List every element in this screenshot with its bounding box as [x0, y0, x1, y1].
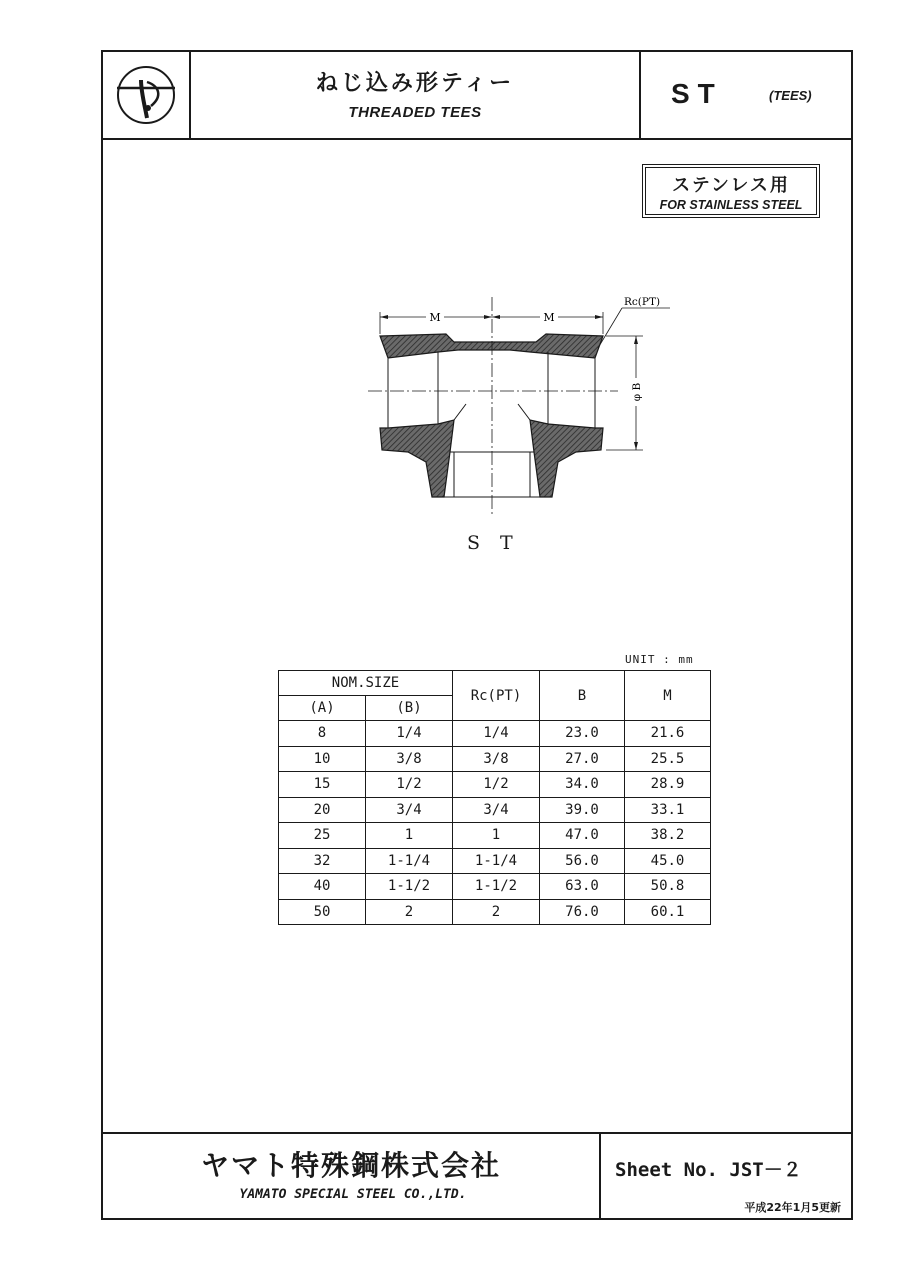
cell-bb: 56.0 [540, 848, 625, 874]
col-rc: Rc(PT) [453, 671, 540, 721]
cell-rc: 1-1/2 [453, 874, 540, 900]
stainless-badge [642, 164, 820, 218]
cell-m: 50.8 [625, 874, 711, 900]
company-name-japanese: ヤマト特殊鋼株式会社 [200, 1149, 501, 1182]
cell-b: 1-1/4 [366, 848, 453, 874]
cell-a: 50 [279, 899, 366, 925]
cell-m: 45.0 [625, 848, 711, 874]
table-row [279, 746, 711, 772]
unit-label: UNIT : mm [625, 653, 694, 666]
table-row [279, 874, 711, 900]
cell-bb: 27.0 [540, 746, 625, 772]
col-b-inch: (B) [366, 696, 453, 721]
dim-m-left-label: M [429, 311, 441, 324]
upper-wall [380, 334, 603, 358]
cell-b: 3/4 [366, 797, 453, 823]
cell-b: 1-1/2 [366, 874, 453, 900]
title-english: THREADED TEES [348, 104, 482, 121]
cell-m: 33.1 [625, 797, 711, 823]
footer-vertical-divider [599, 1132, 601, 1218]
cell-b: 1/4 [366, 721, 453, 747]
cell-rc: 1/2 [453, 772, 540, 798]
drawing-caption: ST [467, 532, 533, 554]
table-row [279, 772, 711, 798]
table-row [279, 797, 711, 823]
cell-b: 2 [366, 899, 453, 925]
col-b: B [540, 671, 625, 721]
cell-a: 10 [279, 746, 366, 772]
product-code-cell [641, 52, 851, 140]
badge-english: FOR STAINLESS STEEL [659, 198, 803, 212]
dim-m-right-label: M [543, 311, 555, 324]
badge-japanese: ステンレス用 [672, 175, 790, 196]
lower-left-wall [380, 420, 454, 497]
table-row [279, 899, 711, 925]
drawing-sheet [101, 50, 853, 1220]
cell-m: 60.1 [625, 899, 711, 925]
company-logo [103, 52, 191, 140]
cell-rc: 2 [453, 899, 540, 925]
cell-a: 15 [279, 772, 366, 798]
cell-a: 40 [279, 874, 366, 900]
thread-label: Rc(PT) [624, 296, 661, 308]
col-m: M [625, 671, 711, 721]
cell-m: 21.6 [625, 721, 711, 747]
lower-right-wall [530, 420, 603, 497]
cell-bb: 23.0 [540, 721, 625, 747]
table-row [279, 823, 711, 849]
sheet-number: Sheet No. JST－２ [615, 1159, 802, 1181]
cell-rc: 3/4 [453, 797, 540, 823]
title-cell [191, 52, 641, 140]
cell-b: 1 [366, 823, 453, 849]
table-header-row [279, 671, 711, 696]
product-code-subtitle: (TEES) [769, 88, 812, 103]
company-name-english: YAMATO SPECIAL STEEL CO.,LTD. [239, 1187, 467, 1202]
cell-bb: 34.0 [540, 772, 625, 798]
dimension-table [278, 670, 711, 925]
cell-m: 28.9 [625, 772, 711, 798]
table-row [279, 721, 711, 747]
col-a: (A) [279, 696, 366, 721]
cell-b: 1/2 [366, 772, 453, 798]
footer-divider [103, 1132, 851, 1134]
cell-rc: 1/4 [453, 721, 540, 747]
cell-rc: 1 [453, 823, 540, 849]
cell-rc: 3/8 [453, 746, 540, 772]
dia-b-label: φ B [631, 382, 643, 402]
cell-bb: 39.0 [540, 797, 625, 823]
logo-icon [103, 52, 189, 138]
tee-cross-section-drawing [358, 292, 688, 522]
col-nom-size: NOM.SIZE [279, 671, 453, 696]
cell-m: 25.5 [625, 746, 711, 772]
title-japanese: ねじ込み形ティー [315, 71, 515, 96]
cell-a: 20 [279, 797, 366, 823]
product-code: ST [671, 78, 723, 109]
cell-bb: 47.0 [540, 823, 625, 849]
cell-rc: 1-1/4 [453, 848, 540, 874]
cell-a: 8 [279, 721, 366, 747]
table-row [279, 848, 711, 874]
cell-a: 32 [279, 848, 366, 874]
revision-date: 平成22年1月5更新 [744, 1201, 841, 1214]
cell-a: 25 [279, 823, 366, 849]
cell-bb: 63.0 [540, 874, 625, 900]
cell-b: 3/8 [366, 746, 453, 772]
cell-bb: 76.0 [540, 899, 625, 925]
cell-m: 38.2 [625, 823, 711, 849]
